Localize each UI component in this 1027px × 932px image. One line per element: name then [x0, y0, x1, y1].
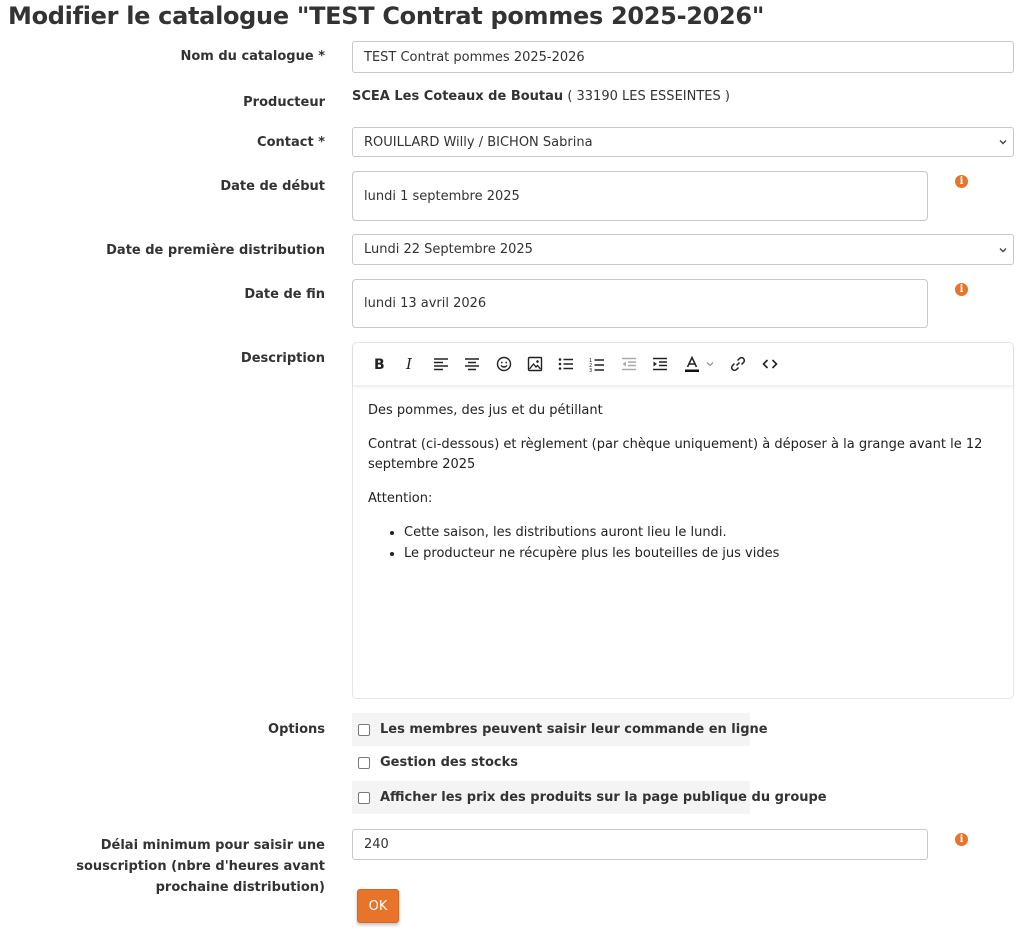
catalog-name-label: Nom du catalogue *: [180, 49, 325, 64]
contact-value: ROUILLARD Willy / BICHON Sabrina: [364, 134, 593, 150]
producer-label: Producteur: [243, 95, 325, 110]
option-label: Afficher les prix des produits sur la page publique du groupe: [380, 790, 827, 805]
text-color-icon[interactable]: [682, 354, 702, 374]
description-bullet-list: [368, 523, 998, 564]
info-icon[interactable]: i: [955, 283, 968, 296]
min-delay-value: 240: [364, 837, 389, 852]
info-icon[interactable]: i: [955, 175, 968, 188]
start-date-input[interactable]: [352, 171, 928, 221]
list-item: • Cette saison, les distributions auront lieu le lundi.: [404, 523, 998, 543]
svg-text:B: B: [374, 357, 385, 371]
option-label: Gestion des stocks: [380, 755, 518, 770]
min-delay-input[interactable]: [352, 829, 928, 860]
description-paragraph: Attention:: [368, 491, 433, 506]
link-icon[interactable]: [728, 354, 748, 374]
description-label: Description: [240, 351, 325, 366]
option-label: Les membres peuvent saisir leur commande en ligne: [380, 722, 768, 737]
emoji-icon[interactable]: [494, 354, 514, 374]
chevron-down-icon: [998, 137, 1008, 147]
catalog-name-input[interactable]: [352, 41, 1014, 73]
indent-icon[interactable]: [650, 354, 670, 374]
options-label: Options: [268, 722, 325, 737]
option-stock-management[interactable]: [352, 746, 750, 779]
italic-icon[interactable]: [400, 354, 420, 374]
first-distribution-value: Lundi 22 Septembre 2025: [364, 242, 533, 257]
svg-text:2: 2: [589, 362, 593, 369]
producer-location: ( 33190 LES ESSEINTES ): [567, 89, 730, 104]
bullet-list-icon[interactable]: [556, 354, 576, 374]
outdent-icon[interactable]: [619, 354, 639, 374]
svg-text:1: 1: [589, 357, 593, 364]
editor-content[interactable]: [353, 385, 1013, 564]
option-online-order[interactable]: [352, 713, 768, 746]
start-date-value: lundi 1 septembre 2025: [364, 188, 520, 204]
min-delay-label: Délai minimum pour saisir une souscription (nbre d'heures avant prochaine distribution): [76, 838, 325, 895]
info-icon[interactable]: i: [955, 833, 968, 846]
align-center-icon[interactable]: [462, 354, 482, 374]
image-icon[interactable]: [525, 354, 545, 374]
code-icon[interactable]: [760, 354, 780, 374]
start-date-label: Date de début: [220, 179, 325, 194]
producer-name: SCEA Les Coteaux de Boutau: [352, 89, 564, 104]
description-editor[interactable]: [352, 342, 1014, 699]
contact-label: Contact *: [257, 135, 325, 150]
numbered-list-icon[interactable]: [587, 354, 607, 374]
ok-button[interactable]: OK: [357, 889, 399, 923]
checkbox[interactable]: [358, 792, 370, 804]
description-paragraph: Contrat (ci-dessous) et règlement (par chèque uniquement) à déposer à la grange avant le 12 septembre 2025: [368, 437, 983, 472]
contact-select[interactable]: [352, 127, 1014, 157]
producer-value: [352, 89, 730, 104]
checkbox[interactable]: [358, 757, 370, 769]
option-public-prices[interactable]: [352, 781, 827, 814]
align-left-icon[interactable]: [431, 354, 451, 374]
svg-text:3: 3: [589, 367, 593, 372]
first-distribution-label: Date de première distribution: [106, 243, 325, 258]
catalog-name-value: TEST Contrat pommes 2025-2026: [364, 49, 585, 65]
description-paragraph: Des pommes, des jus et du pétillant: [368, 403, 603, 418]
end-date-input[interactable]: [352, 279, 928, 328]
end-date-label: Date de fin: [244, 287, 325, 302]
page-title: Modifier le catalogue "TEST Contrat pommes 2025-2026": [8, 2, 765, 30]
editor-toolbar: [353, 343, 1013, 385]
list-item: • Le producteur ne récupère plus les bouteilles de jus vides: [404, 544, 998, 564]
first-distribution-select[interactable]: [352, 234, 1014, 265]
checkbox[interactable]: [358, 724, 370, 736]
svg-text:I: I: [406, 357, 412, 371]
chevron-down-icon: [998, 245, 1008, 255]
chevron-down-icon[interactable]: [704, 354, 716, 374]
bold-icon[interactable]: [369, 354, 389, 374]
end-date-value: lundi 13 avril 2026: [364, 296, 487, 311]
